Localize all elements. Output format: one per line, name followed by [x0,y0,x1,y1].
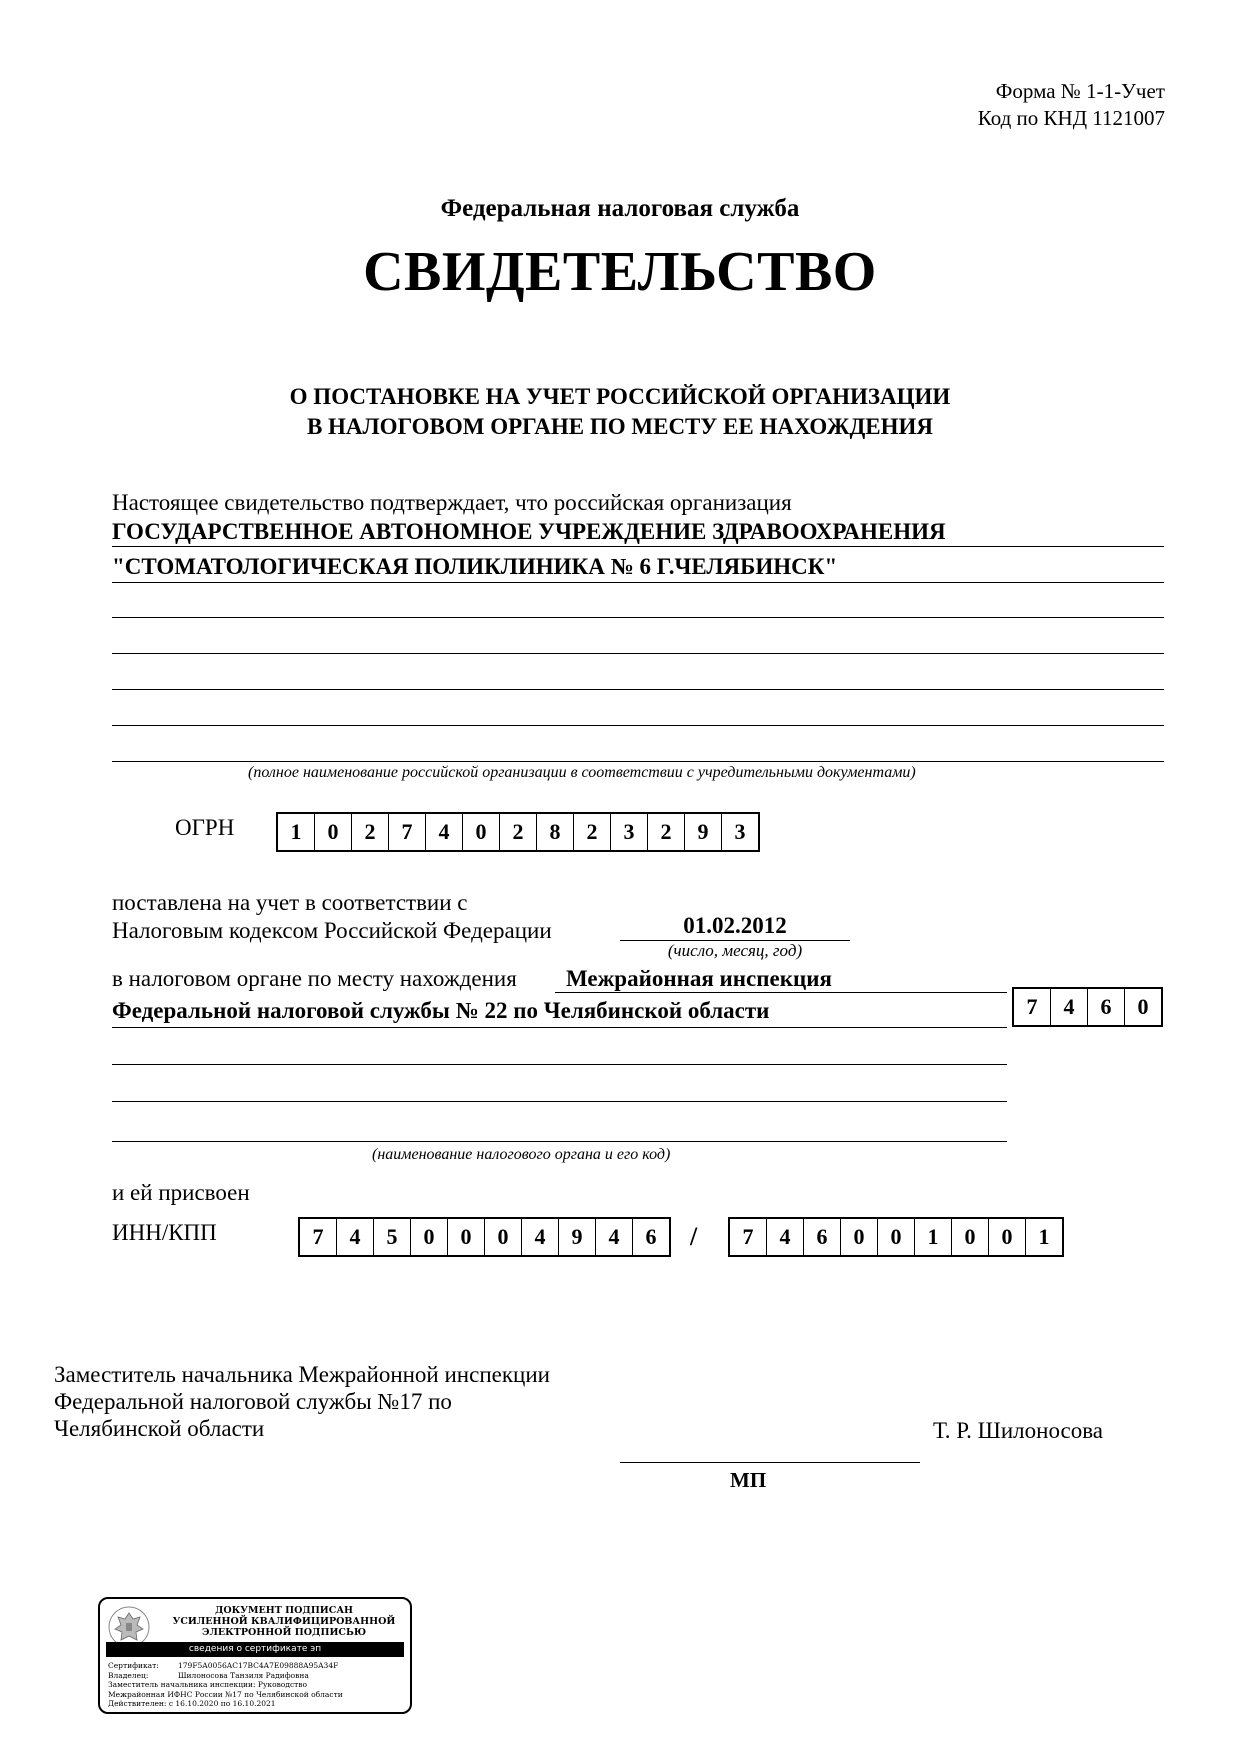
certificate-info-bar: сведения о сертификате эп [106,1642,404,1657]
rule-line [112,725,1164,726]
tax-code-digit: 7 [1014,989,1051,1025]
inn-digit: 5 [374,1219,411,1255]
ogrn-digit: 2 [500,814,537,850]
subtitle-line-2: В НАЛОГОВОМ ОРГАНЕ ПО МЕСТУ ЕЕ НАХОЖДЕНИЯ [306,414,934,439]
signatory-position-2: Федеральной налоговой службы №17 по [54,1389,452,1414]
ogrn-digit: 8 [537,814,574,850]
rule-line [112,1027,1007,1028]
agency-name: Федеральная налоговая служба [440,195,800,222]
rule-line [112,617,1164,618]
certificate-value: 179F5A0056AC17BC4A7E09888A95A34F [178,1661,339,1670]
rule-line [112,1064,1007,1065]
signatory-position-3: Челябинской области [54,1416,265,1441]
tax-authority-code-cells [1012,987,1163,1027]
rule-line [112,1141,1007,1142]
inn-digit: 4 [522,1219,559,1255]
tax-code-digit: 6 [1088,989,1125,1025]
ogrn-digit: 9 [685,814,722,850]
seal-label: МП [730,1468,767,1492]
kpp-digit: 6 [804,1219,841,1255]
knd-code: Код по КНД 1121007 [977,106,1165,130]
e-signature-stamp [98,1597,412,1714]
registration-text-2: Налоговым кодексом Российской Федерации [112,918,552,943]
inn-cells [298,1217,671,1257]
tax-authority-name-1: Межрайонная инспекция [566,966,832,991]
owner-position-1: Заместитель начальника инспекции: Руководство [108,1680,308,1689]
ogrn-label: ОГРН [175,815,235,840]
tax-code-digit: 4 [1051,989,1088,1025]
valid-label: Действителен: [108,1699,167,1708]
kpp-digit: 1 [915,1219,952,1255]
stamp-heading-line-1: ДОКУМЕНТ ПОДПИСАН [214,1605,354,1616]
stamp-heading-line-2: УСИЛЕННОЙ КВАЛИФИЦИРОВАННОЙ [172,1616,396,1627]
rule-line [112,689,1164,690]
owner-label: Владелец: [108,1670,149,1680]
kpp-digit: 0 [841,1219,878,1255]
stamp-heading [160,1605,408,1638]
inn-digit: 9 [559,1219,596,1255]
kpp-digit: 0 [878,1219,915,1255]
ogrn-digit: 4 [426,814,463,850]
rule-line [112,582,1164,583]
tax-authority-prefix: в налоговом органе по месту нахождения [112,966,517,991]
inn-kpp-label: ИНН/КПП [112,1220,217,1245]
ogrn-digit: 3 [611,814,648,850]
rule-line [555,992,1007,993]
inn-digit: 6 [645,1224,657,1249]
kpp-digit: 4 [767,1219,804,1255]
stamp-heading-line-3: ЭЛЕКТРОННОЙ ПОДПИСЬЮ [201,1627,367,1638]
inn-kpp-separator: / [690,1222,698,1251]
signature-line [620,1462,920,1463]
ogrn-digit: 0 [315,814,352,850]
kpp-cells [728,1217,1064,1257]
organization-name-line-1: ГОСУДАРСТВЕННОЕ АВТОНОМНОЕ УЧРЕЖДЕНИЕ ЗДРАВООХРАНЕНИЯ [112,519,946,544]
tax-code-digit: 0 [1137,994,1149,1019]
intro-text: Настоящее свидетельство подтверждает, что российская организация [112,490,792,515]
inn-digit: 0 [448,1219,485,1255]
rule-line [112,546,1164,547]
ogrn-digit: 3 [734,819,746,844]
form-number: Форма № 1-1-Учет [995,79,1165,103]
rule-line [112,761,1164,762]
certificate-label: Сертификат: [108,1661,159,1670]
owner-value: Шилоносова Танзиля Радифовна [178,1670,309,1680]
registration-text-1: поставлена на учет в соответствии с [112,890,468,915]
signatory-position-1: Заместитель начальника Межрайонной инспекции [54,1362,550,1387]
organization-name-line-2: "СТОМАТОЛОГИЧЕСКАЯ ПОЛИКЛИНИКА № 6 Г.ЧЕЛЯБИНСК" [112,554,838,579]
ogrn-digit: 2 [352,814,389,850]
date-hint: (число, месяц, год) [667,941,803,960]
assigned-label: и ей присвоен [112,1180,250,1205]
inn-digit: 7 [300,1219,337,1255]
ogrn-cells [276,812,760,852]
ogrn-digit: 1 [278,814,315,850]
kpp-digit: 1 [1038,1224,1050,1249]
organization-name-hint: (полное наименование российской организации в соответствии с учредительными документами) [248,764,916,781]
tax-authority-hint: (наименование налогового органа и его код) [372,1146,671,1163]
valid-value: с 16.10.2020 по 16.10.2021 [168,1699,276,1708]
inn-digit: 4 [596,1219,633,1255]
kpp-digit: 0 [989,1219,1026,1255]
ogrn-digit: 2 [574,814,611,850]
inn-digit: 0 [411,1219,448,1255]
ogrn-digit: 7 [389,814,426,850]
registration-date: 01.02.2012 [683,913,787,938]
ogrn-digit: 0 [463,814,500,850]
ogrn-digit: 2 [648,814,685,850]
rule-line [112,1101,1007,1102]
document-title: СВИДЕТЕЛЬСТВО [363,241,877,303]
signatory-name: Т. Р. Шилоносова [933,1418,1104,1443]
inn-digit: 0 [485,1219,522,1255]
tax-authority-name-2: Федеральной налоговой службы № 22 по Челябинской области [112,998,770,1023]
kpp-digit: 7 [730,1219,767,1255]
certificate-details [108,1661,343,1709]
inn-digit: 4 [337,1219,374,1255]
subtitle-line-1: О ПОСТАНОВКЕ НА УЧЕТ РОССИЙСКОЙ ОРГАНИЗАЦИИ [289,384,951,409]
kpp-digit: 0 [952,1219,989,1255]
owner-position-2: Межрайонная ИФНС России №17 по Челябинской области [108,1689,343,1699]
rule-line [112,653,1164,654]
